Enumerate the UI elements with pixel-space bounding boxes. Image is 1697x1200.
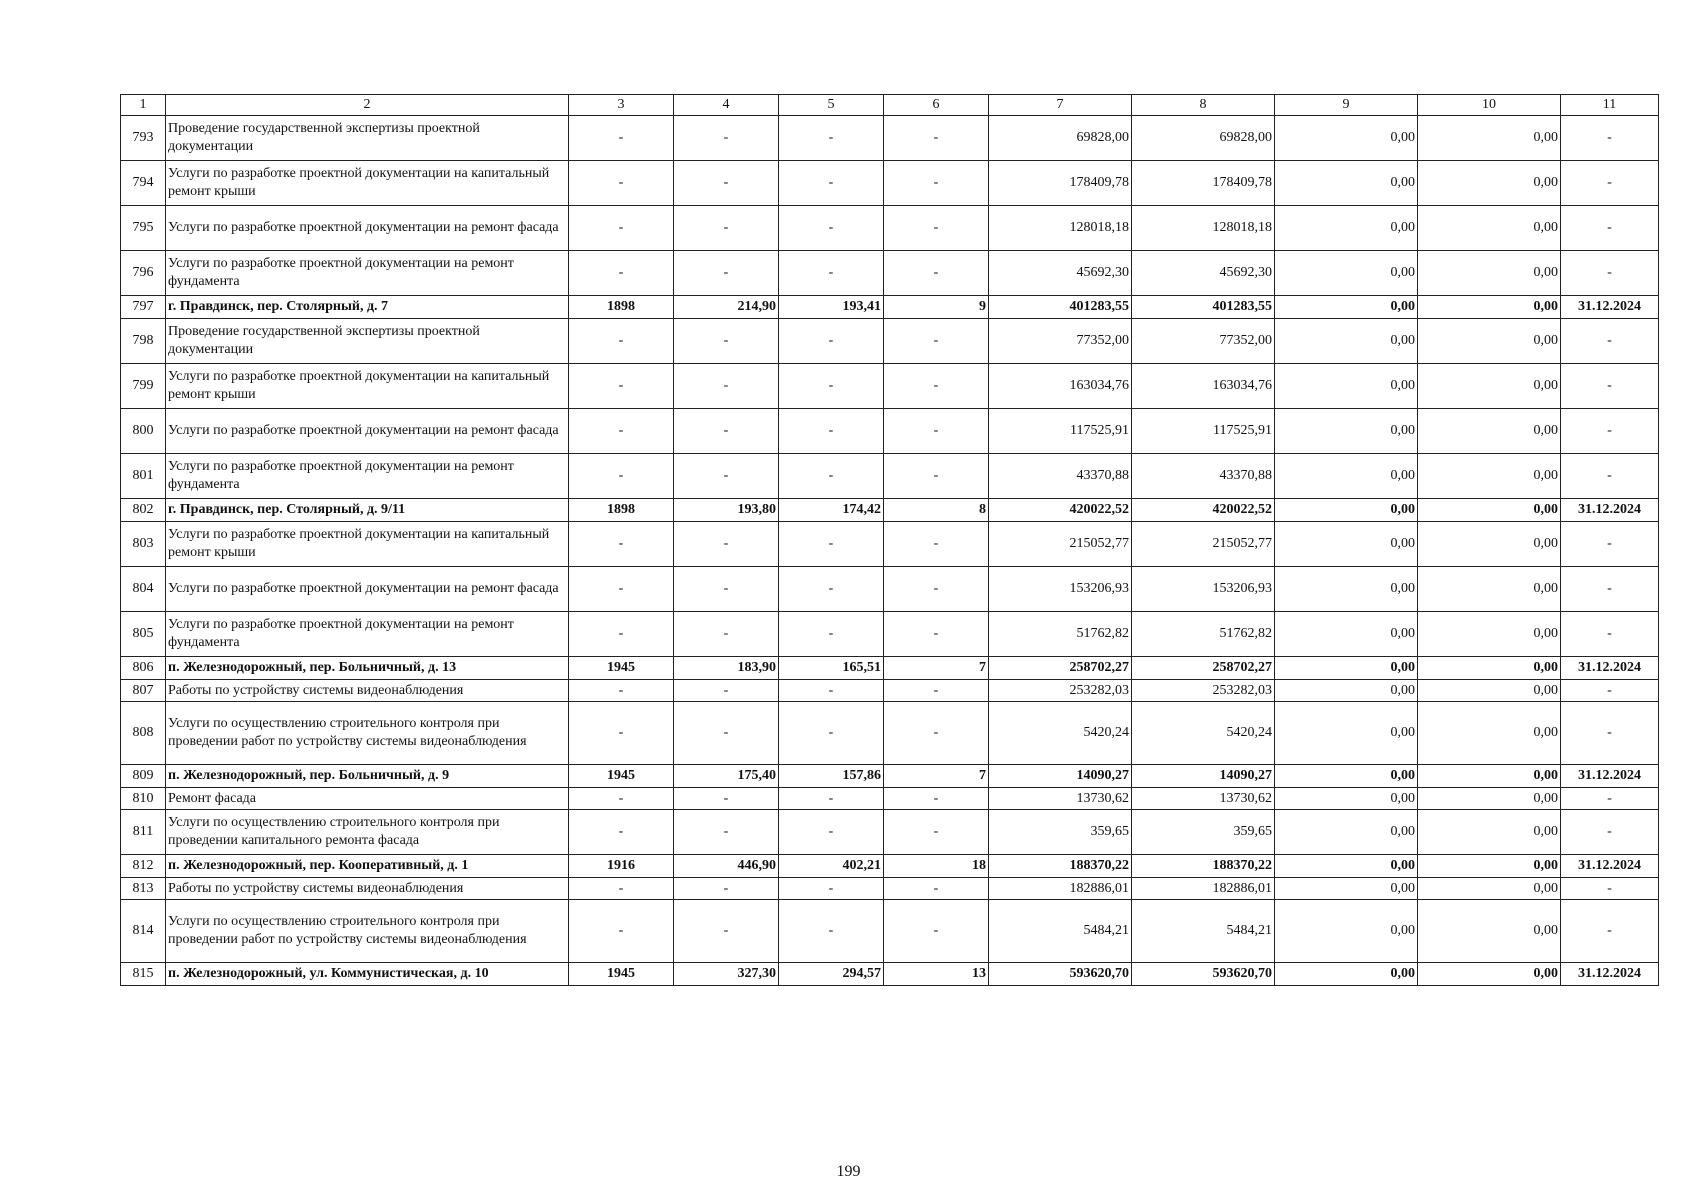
cell-col-10: 0,00 — [1418, 612, 1561, 657]
cell-col-9: 0,00 — [1275, 409, 1418, 454]
cell-col-7: 69828,00 — [989, 116, 1132, 161]
cell-row-number: 803 — [121, 522, 166, 567]
cell-col-3: - — [569, 161, 674, 206]
cell-col-8: 69828,00 — [1132, 116, 1275, 161]
cell-col-8: 5420,24 — [1132, 702, 1275, 765]
cell-col-11: - — [1561, 878, 1659, 900]
cell-col-11: - — [1561, 319, 1659, 364]
cell-col-6: - — [884, 702, 989, 765]
cell-col-10: 0,00 — [1418, 116, 1561, 161]
cell-col-6: - — [884, 612, 989, 657]
table-row — [121, 522, 1659, 567]
cell-col-6: - — [884, 251, 989, 296]
cell-work-name: Услуги по разработке проектной документации на капитальный ремонт крыши — [166, 364, 569, 409]
cell-col-8: 43370,88 — [1132, 454, 1275, 499]
col-header: 7 — [989, 95, 1132, 116]
cell-col-11: - — [1561, 680, 1659, 702]
cell-col-7: 215052,77 — [989, 522, 1132, 567]
cell-col-3: - — [569, 567, 674, 612]
cell-col-11: - — [1561, 161, 1659, 206]
cell-col-5: - — [779, 319, 884, 364]
cell-col-4: - — [674, 612, 779, 657]
cell-col-7: 188370,22 — [989, 855, 1132, 878]
cell-col-7: 128018,18 — [989, 206, 1132, 251]
cell-col-6: 7 — [884, 657, 989, 680]
cell-col-3: - — [569, 206, 674, 251]
cell-col-7: 14090,27 — [989, 765, 1132, 788]
cell-row-number: 795 — [121, 206, 166, 251]
cell-col-5: 165,51 — [779, 657, 884, 680]
cell-col-9: 0,00 — [1275, 161, 1418, 206]
cell-col-11: - — [1561, 454, 1659, 499]
col-header: 6 — [884, 95, 989, 116]
table-row — [121, 409, 1659, 454]
cell-col-5: - — [779, 878, 884, 900]
cell-col-9: 0,00 — [1275, 657, 1418, 680]
cell-row-number: 810 — [121, 788, 166, 810]
cell-col-3: - — [569, 454, 674, 499]
cell-work-name: г. Правдинск, пер. Столярный, д. 9/11 — [166, 499, 569, 522]
cell-col-4: - — [674, 810, 779, 855]
cell-col-5: 157,86 — [779, 765, 884, 788]
table-row — [121, 567, 1659, 612]
cell-col-3: 1945 — [569, 963, 674, 986]
cell-col-6: - — [884, 567, 989, 612]
cell-work-name: Проведение государственной экспертизы проектной документации — [166, 116, 569, 161]
cell-col-11: 31.12.2024 — [1561, 296, 1659, 319]
cell-col-11: - — [1561, 522, 1659, 567]
cell-col-10: 0,00 — [1418, 296, 1561, 319]
table-row — [121, 454, 1659, 499]
cell-col-3: - — [569, 810, 674, 855]
cell-col-5: - — [779, 810, 884, 855]
cell-col-5: - — [779, 161, 884, 206]
cell-row-number: 801 — [121, 454, 166, 499]
cell-col-9: 0,00 — [1275, 499, 1418, 522]
cell-col-8: 45692,30 — [1132, 251, 1275, 296]
cell-col-3: - — [569, 702, 674, 765]
cell-col-10: 0,00 — [1418, 963, 1561, 986]
address-row — [121, 963, 1659, 986]
cell-col-6: - — [884, 319, 989, 364]
cell-col-4: - — [674, 206, 779, 251]
cell-work-name: п. Железнодорожный, пер. Больничный, д. 13 — [166, 657, 569, 680]
cell-col-9: 0,00 — [1275, 296, 1418, 319]
cell-col-11: - — [1561, 612, 1659, 657]
cell-col-6: - — [884, 900, 989, 963]
cell-col-5: - — [779, 680, 884, 702]
cell-col-8: 14090,27 — [1132, 765, 1275, 788]
cell-col-9: 0,00 — [1275, 900, 1418, 963]
cell-col-6: - — [884, 161, 989, 206]
cell-col-8: 163034,76 — [1132, 364, 1275, 409]
address-row — [121, 855, 1659, 878]
cell-col-3: 1898 — [569, 296, 674, 319]
cell-row-number: 808 — [121, 702, 166, 765]
cell-col-9: 0,00 — [1275, 765, 1418, 788]
cell-col-9: 0,00 — [1275, 364, 1418, 409]
cell-col-5: - — [779, 454, 884, 499]
cell-work-name: Услуги по осуществлению строительного контроля при проведении работ по устройству системы видеонаблюдения — [166, 702, 569, 765]
cell-work-name: Ремонт фасада — [166, 788, 569, 810]
cell-col-5: - — [779, 116, 884, 161]
cell-col-4: - — [674, 878, 779, 900]
cell-col-11: 31.12.2024 — [1561, 657, 1659, 680]
cell-col-4: - — [674, 409, 779, 454]
cell-col-8: 188370,22 — [1132, 855, 1275, 878]
cell-row-number: 815 — [121, 963, 166, 986]
cell-row-number: 793 — [121, 116, 166, 161]
cell-col-10: 0,00 — [1418, 680, 1561, 702]
cell-col-9: 0,00 — [1275, 319, 1418, 364]
cell-col-5: - — [779, 409, 884, 454]
cell-col-3: - — [569, 251, 674, 296]
cell-col-7: 43370,88 — [989, 454, 1132, 499]
cell-col-3: 1916 — [569, 855, 674, 878]
cell-col-4: - — [674, 680, 779, 702]
cell-col-6: - — [884, 522, 989, 567]
cell-col-4: - — [674, 319, 779, 364]
cell-col-3: - — [569, 409, 674, 454]
cell-col-11: - — [1561, 810, 1659, 855]
cell-col-8: 420022,52 — [1132, 499, 1275, 522]
cell-work-name: Услуги по разработке проектной документации на ремонт фасада — [166, 409, 569, 454]
cell-col-10: 0,00 — [1418, 409, 1561, 454]
cell-col-8: 5484,21 — [1132, 900, 1275, 963]
cell-col-4: 327,30 — [674, 963, 779, 986]
cell-row-number: 806 — [121, 657, 166, 680]
address-row — [121, 499, 1659, 522]
cell-col-10: 0,00 — [1418, 765, 1561, 788]
cell-col-4: - — [674, 161, 779, 206]
cell-col-7: 401283,55 — [989, 296, 1132, 319]
cell-col-9: 0,00 — [1275, 116, 1418, 161]
cell-col-11: - — [1561, 788, 1659, 810]
cell-row-number: 796 — [121, 251, 166, 296]
cell-col-10: 0,00 — [1418, 657, 1561, 680]
cell-col-5: - — [779, 251, 884, 296]
cell-col-7: 178409,78 — [989, 161, 1132, 206]
address-row — [121, 765, 1659, 788]
cell-col-6: - — [884, 206, 989, 251]
cell-col-6: 13 — [884, 963, 989, 986]
cell-row-number: 809 — [121, 765, 166, 788]
cell-col-3: - — [569, 116, 674, 161]
cell-col-3: 1945 — [569, 657, 674, 680]
cell-col-5: 294,57 — [779, 963, 884, 986]
table-row — [121, 116, 1659, 161]
cell-col-11: - — [1561, 409, 1659, 454]
cell-col-5: 193,41 — [779, 296, 884, 319]
cell-col-3: - — [569, 612, 674, 657]
cell-col-4: - — [674, 567, 779, 612]
cell-col-9: 0,00 — [1275, 612, 1418, 657]
cell-row-number: 797 — [121, 296, 166, 319]
cell-work-name: Услуги по осуществлению строительного контроля при проведении работ по устройству системы видеонаблюдения — [166, 900, 569, 963]
cell-col-10: 0,00 — [1418, 319, 1561, 364]
cell-work-name: Услуги по разработке проектной документации на ремонт фасада — [166, 567, 569, 612]
table-row — [121, 364, 1659, 409]
cell-col-10: 0,00 — [1418, 522, 1561, 567]
cell-col-11: 31.12.2024 — [1561, 765, 1659, 788]
cell-col-10: 0,00 — [1418, 810, 1561, 855]
cell-col-5: - — [779, 522, 884, 567]
table-row — [121, 680, 1659, 702]
cell-col-8: 258702,27 — [1132, 657, 1275, 680]
cell-col-4: 214,90 — [674, 296, 779, 319]
address-row — [121, 296, 1659, 319]
cell-col-6: - — [884, 680, 989, 702]
cell-col-8: 593620,70 — [1132, 963, 1275, 986]
cell-work-name: Услуги по разработке проектной документации на капитальный ремонт крыши — [166, 522, 569, 567]
cell-col-5: - — [779, 900, 884, 963]
cell-col-6: - — [884, 810, 989, 855]
cell-col-4: 183,90 — [674, 657, 779, 680]
cell-col-7: 117525,91 — [989, 409, 1132, 454]
cell-col-11: - — [1561, 251, 1659, 296]
cell-col-9: 0,00 — [1275, 251, 1418, 296]
cell-col-4: 193,80 — [674, 499, 779, 522]
table-row — [121, 702, 1659, 765]
data-table — [120, 94, 1659, 986]
cell-col-4: - — [674, 454, 779, 499]
cell-col-7: 258702,27 — [989, 657, 1132, 680]
cell-row-number: 799 — [121, 364, 166, 409]
cell-col-6: - — [884, 409, 989, 454]
cell-col-9: 0,00 — [1275, 963, 1418, 986]
cell-col-11: - — [1561, 567, 1659, 612]
cell-col-3: - — [569, 878, 674, 900]
cell-col-8: 359,65 — [1132, 810, 1275, 855]
cell-col-5: - — [779, 206, 884, 251]
col-header: 3 — [569, 95, 674, 116]
cell-col-10: 0,00 — [1418, 206, 1561, 251]
cell-col-10: 0,00 — [1418, 454, 1561, 499]
cell-work-name: Работы по устройству системы видеонаблюдения — [166, 680, 569, 702]
cell-col-11: - — [1561, 206, 1659, 251]
cell-col-4: 175,40 — [674, 765, 779, 788]
cell-col-9: 0,00 — [1275, 855, 1418, 878]
cell-col-10: 0,00 — [1418, 788, 1561, 810]
header-row — [121, 95, 1659, 116]
table-body — [121, 116, 1659, 986]
cell-col-9: 0,00 — [1275, 680, 1418, 702]
cell-col-7: 163034,76 — [989, 364, 1132, 409]
cell-col-7: 593620,70 — [989, 963, 1132, 986]
cell-col-7: 45692,30 — [989, 251, 1132, 296]
cell-work-name: г. Правдинск, пер. Столярный, д. 7 — [166, 296, 569, 319]
cell-col-3: 1898 — [569, 499, 674, 522]
table-row — [121, 319, 1659, 364]
cell-col-8: 13730,62 — [1132, 788, 1275, 810]
cell-work-name: п. Железнодорожный, пер. Больничный, д. 9 — [166, 765, 569, 788]
cell-col-11: - — [1561, 702, 1659, 765]
cell-col-7: 153206,93 — [989, 567, 1132, 612]
cell-col-8: 117525,91 — [1132, 409, 1275, 454]
cell-row-number: 807 — [121, 680, 166, 702]
cell-work-name: п. Железнодорожный, ул. Коммунистическая, д. 10 — [166, 963, 569, 986]
cell-col-3: - — [569, 680, 674, 702]
cell-col-10: 0,00 — [1418, 499, 1561, 522]
address-row — [121, 657, 1659, 680]
cell-col-7: 253282,03 — [989, 680, 1132, 702]
cell-col-5: - — [779, 567, 884, 612]
cell-row-number: 802 — [121, 499, 166, 522]
cell-col-8: 153206,93 — [1132, 567, 1275, 612]
cell-col-5: 174,42 — [779, 499, 884, 522]
cell-row-number: 794 — [121, 161, 166, 206]
cell-work-name: п. Железнодорожный, пер. Кооперативный, д. 1 — [166, 855, 569, 878]
cell-col-9: 0,00 — [1275, 810, 1418, 855]
cell-col-9: 0,00 — [1275, 702, 1418, 765]
cell-col-10: 0,00 — [1418, 364, 1561, 409]
cell-col-4: - — [674, 702, 779, 765]
cell-col-4: - — [674, 364, 779, 409]
cell-col-11: 31.12.2024 — [1561, 963, 1659, 986]
cell-col-8: 77352,00 — [1132, 319, 1275, 364]
cell-col-9: 0,00 — [1275, 788, 1418, 810]
cell-col-4: - — [674, 116, 779, 161]
col-header: 4 — [674, 95, 779, 116]
table-row — [121, 900, 1659, 963]
cell-col-6: - — [884, 788, 989, 810]
table-row — [121, 251, 1659, 296]
cell-row-number: 805 — [121, 612, 166, 657]
cell-row-number: 798 — [121, 319, 166, 364]
cell-col-7: 51762,82 — [989, 612, 1132, 657]
cell-col-6: - — [884, 454, 989, 499]
page-number: 199 — [836, 1163, 861, 1180]
cell-col-10: 0,00 — [1418, 900, 1561, 963]
col-header: 8 — [1132, 95, 1275, 116]
cell-col-7: 359,65 — [989, 810, 1132, 855]
cell-work-name: Услуги по разработке проектной документации на ремонт фундамента — [166, 612, 569, 657]
cell-col-5: - — [779, 788, 884, 810]
cell-col-4: - — [674, 522, 779, 567]
cell-col-9: 0,00 — [1275, 206, 1418, 251]
cell-col-3: - — [569, 788, 674, 810]
cell-col-8: 215052,77 — [1132, 522, 1275, 567]
cell-col-8: 401283,55 — [1132, 296, 1275, 319]
cell-col-3: 1945 — [569, 765, 674, 788]
cell-row-number: 800 — [121, 409, 166, 454]
cell-col-8: 253282,03 — [1132, 680, 1275, 702]
cell-col-11: - — [1561, 900, 1659, 963]
cell-work-name: Услуги по разработке проектной документации на капитальный ремонт крыши — [166, 161, 569, 206]
cell-row-number: 812 — [121, 855, 166, 878]
cell-row-number: 811 — [121, 810, 166, 855]
cell-col-5: - — [779, 702, 884, 765]
cell-col-11: 31.12.2024 — [1561, 499, 1659, 522]
cell-col-6: - — [884, 116, 989, 161]
col-header: 11 — [1561, 95, 1659, 116]
col-header: 10 — [1418, 95, 1561, 116]
cell-col-7: 13730,62 — [989, 788, 1132, 810]
cell-col-11: - — [1561, 116, 1659, 161]
cell-col-7: 77352,00 — [989, 319, 1132, 364]
cell-col-9: 0,00 — [1275, 522, 1418, 567]
cell-col-4: - — [674, 788, 779, 810]
cell-col-10: 0,00 — [1418, 161, 1561, 206]
cell-col-6: - — [884, 364, 989, 409]
cell-col-3: - — [569, 319, 674, 364]
cell-work-name: Услуги по разработке проектной документации на ремонт фасада — [166, 206, 569, 251]
cell-col-9: 0,00 — [1275, 567, 1418, 612]
col-header: 5 — [779, 95, 884, 116]
col-header: 2 — [166, 95, 569, 116]
cell-col-7: 5484,21 — [989, 900, 1132, 963]
cell-col-3: - — [569, 900, 674, 963]
cell-work-name: Услуги по разработке проектной документации на ремонт фундамента — [166, 251, 569, 296]
table-row — [121, 161, 1659, 206]
cell-col-10: 0,00 — [1418, 702, 1561, 765]
col-header: 9 — [1275, 95, 1418, 116]
cell-col-10: 0,00 — [1418, 567, 1561, 612]
cell-row-number: 813 — [121, 878, 166, 900]
cell-col-4: 446,90 — [674, 855, 779, 878]
table-row — [121, 612, 1659, 657]
cell-col-7: 420022,52 — [989, 499, 1132, 522]
cell-col-3: - — [569, 522, 674, 567]
cell-work-name: Услуги по разработке проектной документации на ремонт фундамента — [166, 454, 569, 499]
cell-col-7: 5420,24 — [989, 702, 1132, 765]
table-row — [121, 788, 1659, 810]
table-row — [121, 878, 1659, 900]
cell-row-number: 804 — [121, 567, 166, 612]
cell-col-6: 8 — [884, 499, 989, 522]
cell-col-11: 31.12.2024 — [1561, 855, 1659, 878]
cell-work-name: Проведение государственной экспертизы проектной документации — [166, 319, 569, 364]
cell-col-9: 0,00 — [1275, 878, 1418, 900]
cell-work-name: Работы по устройству системы видеонаблюдения — [166, 878, 569, 900]
cell-work-name: Услуги по осуществлению строительного контроля при проведении капитального ремонта фасада — [166, 810, 569, 855]
cell-col-8: 178409,78 — [1132, 161, 1275, 206]
cell-col-6: 9 — [884, 296, 989, 319]
cell-col-8: 51762,82 — [1132, 612, 1275, 657]
cell-col-4: - — [674, 251, 779, 296]
cell-col-8: 128018,18 — [1132, 206, 1275, 251]
cell-col-10: 0,00 — [1418, 251, 1561, 296]
cell-col-8: 182886,01 — [1132, 878, 1275, 900]
cell-col-4: - — [674, 900, 779, 963]
table-row — [121, 206, 1659, 251]
cell-col-6: 18 — [884, 855, 989, 878]
cell-col-10: 0,00 — [1418, 855, 1561, 878]
col-header: 1 — [121, 95, 166, 116]
cell-col-5: - — [779, 612, 884, 657]
cell-col-5: 402,21 — [779, 855, 884, 878]
cell-col-7: 182886,01 — [989, 878, 1132, 900]
cell-col-9: 0,00 — [1275, 454, 1418, 499]
table-row — [121, 810, 1659, 855]
cell-col-10: 0,00 — [1418, 878, 1561, 900]
cell-col-3: - — [569, 364, 674, 409]
cell-col-5: - — [779, 364, 884, 409]
cell-col-6: - — [884, 878, 989, 900]
cell-col-6: 7 — [884, 765, 989, 788]
cell-row-number: 814 — [121, 900, 166, 963]
cell-col-11: - — [1561, 364, 1659, 409]
